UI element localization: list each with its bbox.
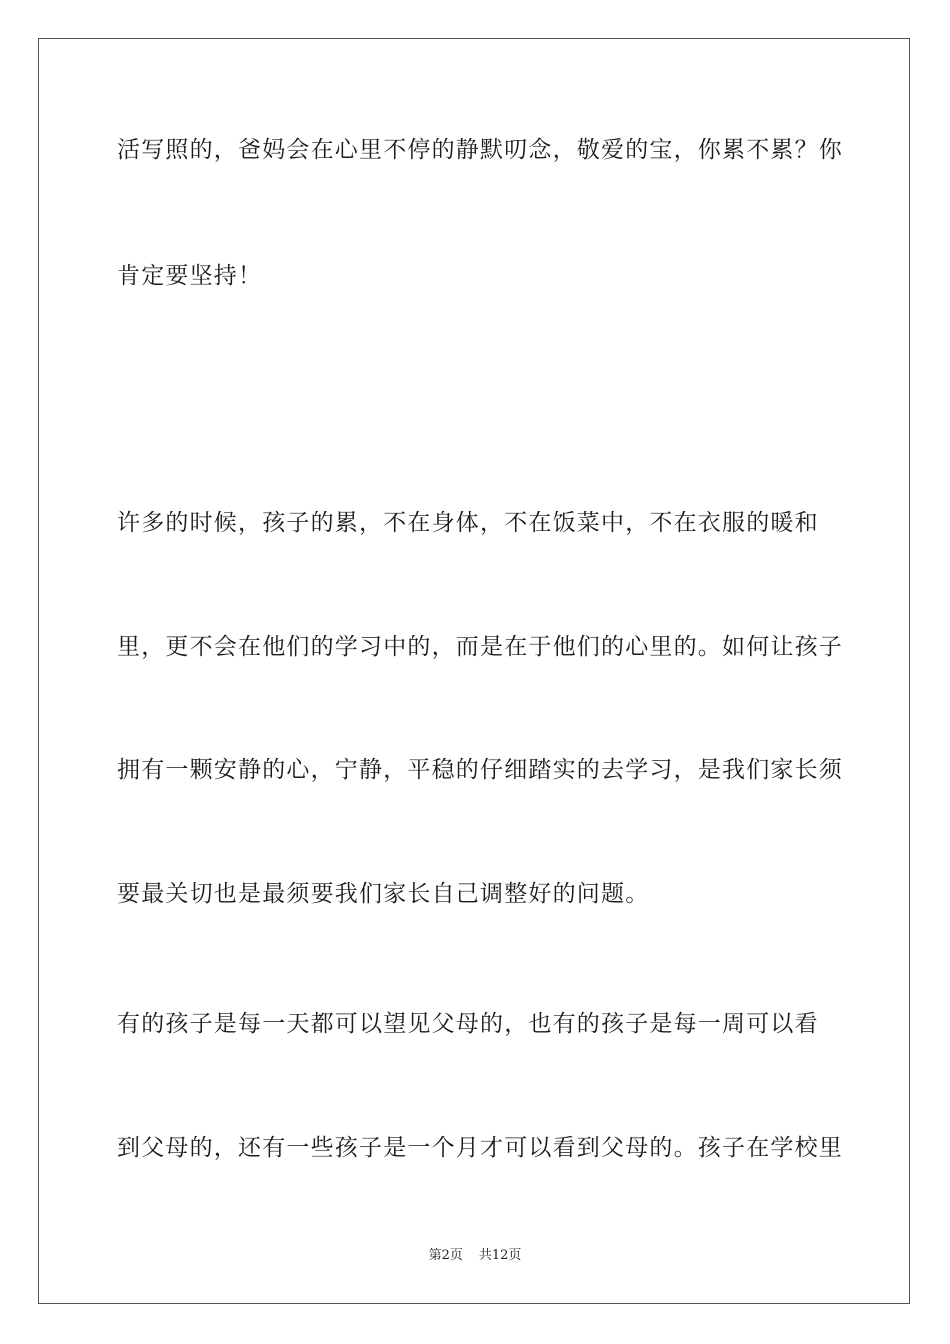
page-number: 第2页 — [428, 1248, 463, 1263]
text-line: 肯定要坚持！ — [117, 263, 263, 289]
text-line: 拥有一颗安静的心，宁静，平稳的仔细踏实的去学习，是我们家长须 — [117, 757, 843, 783]
text-line: 到父母的，还有一些孩子是一个月才可以看到父母的。孩子在学校里 — [117, 1135, 843, 1161]
text-line: 有的孩子是每一天都可以望见父母的，也有的孩子是每一周可以看 — [117, 1011, 819, 1037]
text-line: 活写照的，爸妈会在心里不停的静默叨念，敬爱的宝，你累不累？你 — [117, 137, 843, 163]
text-line: 里，更不会在他们的学习中的，而是在于他们的心里的。如何让孩子 — [117, 634, 843, 660]
page-total: 共12页 — [478, 1248, 522, 1263]
page-footer — [0, 1247, 950, 1265]
text-line: 许多的时候，孩子的累，不在身体，不在饭菜中，不在衣服的暖和 — [117, 510, 819, 536]
text-line: 要最关切也是最须要我们家长自己调整好的问题。 — [117, 881, 650, 907]
page-frame — [38, 38, 910, 1304]
